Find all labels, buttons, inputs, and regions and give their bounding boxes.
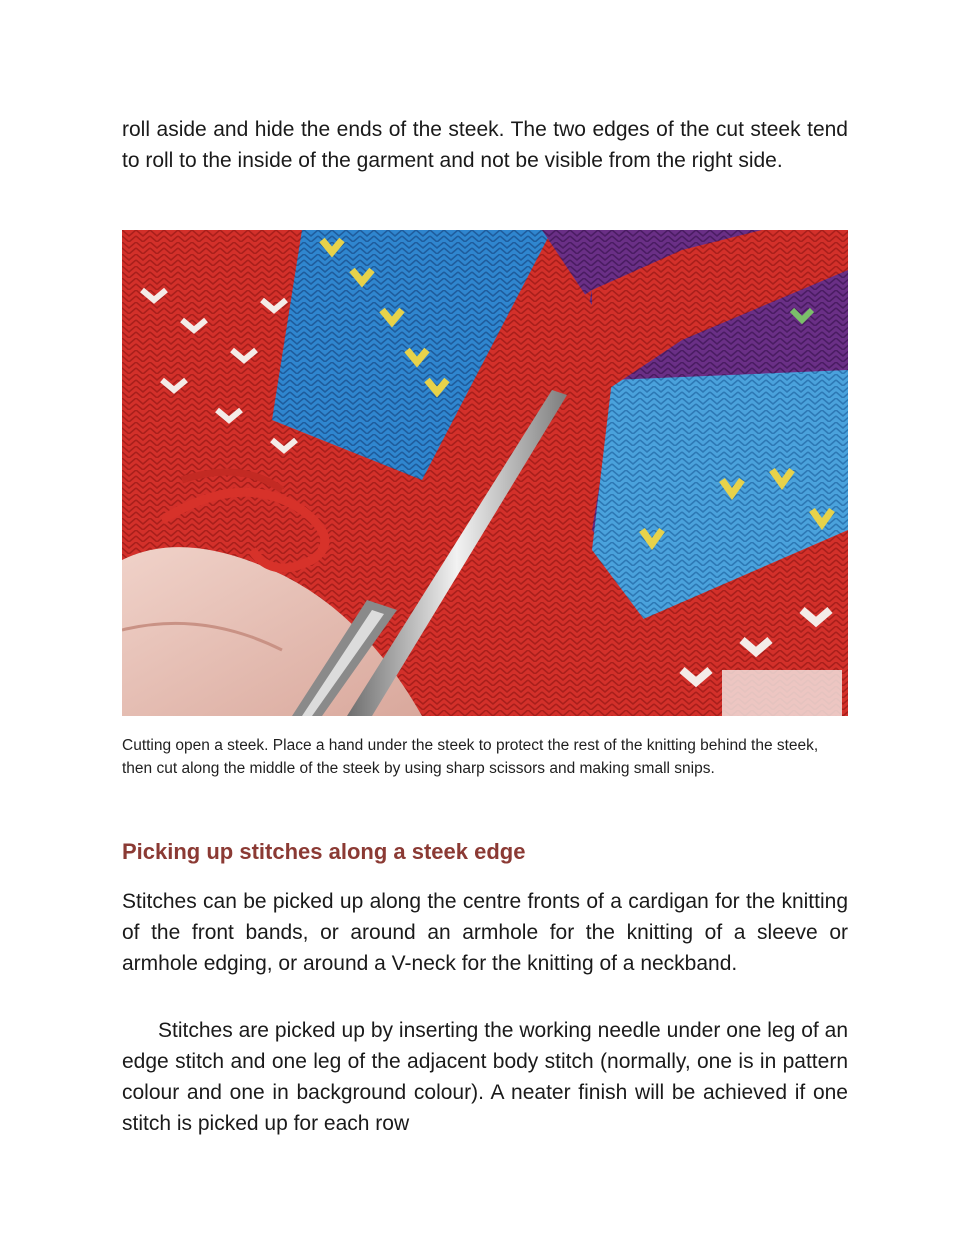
photo-caption: Cutting open a steek. Place a hand under the steek to protect the rest of the knitting behind the steek, then cut along the middle of the steek by using sharp scissors and making small snips. [122, 737, 819, 777]
section-heading: Picking up stitches along a steek edge [122, 839, 526, 864]
body-paragraph-3: Stitches are picked up by inserting the working needle under one leg of an edge stitch and one leg of the adjacent body stitch (normally, one is in pattern colour and one in background colour). A neater finish will be achieved if one stitch is picked up for each row [122, 1019, 848, 1135]
body-paragraph-2: Stitches can be picked up along the centre fronts of a cardigan for the knitting of the front bands, or around an armhole for the knitting of a sleeve or armhole edging, or around a V-neck for the knitting of a neckband. [122, 890, 848, 975]
knitting-steek-photo [122, 230, 848, 716]
body-paragraph-top: roll aside and hide the ends of the steek. The two edges of the cut steek tend to roll to the inside of the garment and not be visible from the right side. [122, 118, 848, 172]
